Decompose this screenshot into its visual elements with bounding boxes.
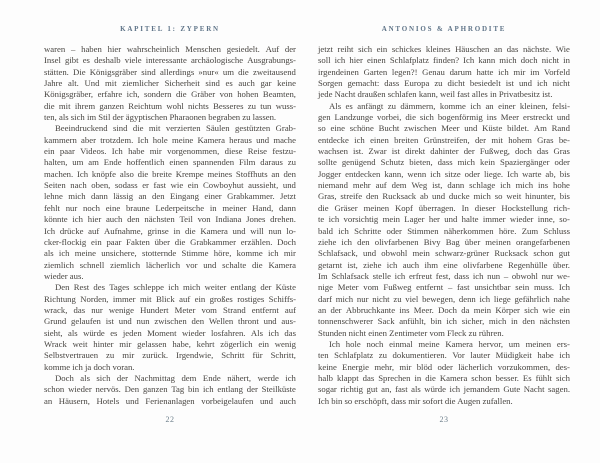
text-line: Gras, streife den Rucksack ab und ducke mich so weit hinunter, bis xyxy=(318,191,570,202)
text-line: Schlafsack, und obwohl mein schwarz-grüner Rucksack schon gut xyxy=(318,248,570,259)
text-line: sieht, als würde es jeden Moment wieder losfahren. Als ich das xyxy=(44,327,296,338)
text-line: könnte ich hier auch den nächsten Teil von Indiana Jones drehen. xyxy=(44,214,296,225)
text-line: ten Schlafplatz zu dokumentieren. Vor lauter Müdigkeit habe ich xyxy=(318,350,570,361)
text-line: an Häusern, Hotels und Ferienanlagen vorbeigelaufen und auch xyxy=(44,395,296,406)
text-line: kammern aber trotzdem. Ich hole meine Kamera heraus und mache xyxy=(44,134,296,145)
text-line: wrack, das nur wenige Hundert Meter vom Strand entfernt auf xyxy=(44,304,296,315)
text-line: Jogger entdecken kann, wenn ich sitze oder liege. Ich warte ab, bis xyxy=(318,168,570,179)
text-line: wieder aus. xyxy=(44,270,84,281)
text-line: Sorgen gemacht: dass Europa zu dicht besiedelt ist und ich nicht xyxy=(318,78,570,89)
text-line: so eine schöne Bucht zwischen Meer und Küste bildet. Am Rand xyxy=(318,123,570,134)
text-line: tonnenschwerer Sack anfühlt, bin ich sicher, mich in den nächsten xyxy=(318,316,570,327)
text-line: ein paar Videos. Ich habe mir vorgenommen, diese Reise festzu- xyxy=(44,146,296,157)
text-line: soll ich hier einen Schlafplatz finden? Ich kann mich doch nicht in xyxy=(318,55,570,66)
text-line: sollte genügend Schutz bieten, dass mich kein Spaziergänger oder xyxy=(318,157,570,168)
text-line: cker-flockig ein paar Fakten über die Grabkammer erzählen. Doch xyxy=(44,236,296,247)
text-line: als ich meine unsichere, stotternde Stimme höre, komme ich mir xyxy=(44,248,296,259)
text-line: ziemlich schnell ziemlich lächerlich vor und schalte die Kamera xyxy=(44,259,296,270)
text-line: Beeindruckend sind die mit verzierten Säulen gestützten Grab- xyxy=(55,123,296,134)
text-line: Jahre alt. Und mit ziemlicher Sicherheit sind es auch gar keine xyxy=(44,78,296,89)
text-line: Königsgräber, erfahre ich, sondern die Gräber von hohen Beamten, xyxy=(44,89,296,100)
text-line: an der Abbruchkante ins Meer. Doch da mein Körper sich wie ein xyxy=(318,304,570,315)
text-line: getarnt ist, ziehe ich auch ihm eine olivfarbene Regenhülle über. xyxy=(318,259,570,270)
book-page-left xyxy=(44,0,296,463)
text-line: Ich hole noch einmal meine Kamera hervor, um meinen ers- xyxy=(329,338,570,349)
text-line: Im Schlafsack stelle ich erfreut fest, dass ich nun – obwohl nur we- xyxy=(318,270,570,281)
page-number-right: 23 xyxy=(439,415,449,424)
text-line: Ich bin so erschöpft, dass mir sofort die Augen zufallen. xyxy=(318,395,513,406)
text-line: komme ich ja doch voran. xyxy=(44,361,135,372)
text-line: te ich vorsichtig mein Lager her und halte immer wieder inne, so- xyxy=(318,214,570,225)
text-line: niemand mehr auf dem Weg ist, dann schlage ich mich ins hohe xyxy=(318,180,570,191)
text-line: ziehe ich den olivfarbenen Bivy Bag über meinen orangefarbenen xyxy=(318,236,570,247)
running-header-left: KAPITEL 1: ZYPERN xyxy=(120,25,220,33)
text-line: halb klappt das Sprechen in die Kamera schon besser. Es fühlt sich xyxy=(318,372,570,383)
running-header-right: ANTONIOS & APHRODITE xyxy=(381,25,507,33)
text-line: halten, um am Ende hoffentlich einen spannenden Film daraus zu xyxy=(44,157,296,168)
text-line: Ich drücke auf Aufnahme, grinse in die Kamera und will nun lo- xyxy=(44,225,296,236)
text-line: irgendeinen Garten legen?! Genau darum hatte ich mir im Vorfeld xyxy=(318,66,570,77)
text-line: die Gräser meinen Kopf überragen. In dieser Hockstellung rich- xyxy=(318,202,570,213)
text-line: Wrack weit hinter mir gelassen habe, kehrt zögerlich ein wenig xyxy=(44,338,296,349)
text-line: Seiten nach oben, sodass er fast wie ein Cowboyhut aussieht, und xyxy=(44,180,296,191)
text-line: Den Rest des Tages schleppe ich mich weiter entlang der Küste xyxy=(55,282,296,293)
text-line: Doch als sich der Nachmittag dem Ende nähert, werde ich xyxy=(55,372,296,383)
text-line: nige Meter vom Fußweg entfernt – fast unsichtbar sein muss. Ich xyxy=(318,282,570,293)
text-line: Selbstvertrauen zu mir zurück. Irgendwie, Schritt für Schritt, xyxy=(44,350,296,361)
text-line: jede Nacht draußen schlafen kann, weil fast alles in Privatbesitz ist. xyxy=(318,89,553,100)
text-line: stätten. Die Königsgräber sind allerdings »nur« um die zweitausend xyxy=(44,66,296,77)
book-page-right xyxy=(318,0,570,463)
text-line: sogar richtig gut an, fast als würde ich jemandem Gute Nacht sagen. xyxy=(318,384,570,395)
text-line: entdecke ich einen breiten Grünstreifen, der mit hohem Gras be- xyxy=(318,134,570,145)
text-line: ten, als sich im Stil der ägyptischen Pharaonen begraben zu lassen. xyxy=(44,112,277,123)
text-line: fehlt nur noch eine braune Lederpeitsche in meiner Hand, dann xyxy=(44,202,296,213)
text-line: Insel gibt es deshalb viele interessante archäologische Ausgrabungs- xyxy=(44,55,296,66)
text-line: waren – haben hier wahrscheinlich Menschen gesiedelt. Auf der xyxy=(44,44,296,54)
text-line: Grund gelaufen ist und nun zwischen den Wellen thront und aus- xyxy=(44,316,296,327)
text-line: die mit ihrem ganzen Reichtum wohl nichts Besseres zu tun wuss- xyxy=(44,100,296,111)
text-line: wachsen ist. Zwar ist direkt dahinter der Fußweg, doch das Gras xyxy=(318,146,570,157)
text-line: machen. Ich knöpfe also die breite Krempe meines Stoffhuts an den xyxy=(44,168,296,179)
text-line: keine Energie mehr, mir blöd oder lächerlich vorzukommen, des- xyxy=(318,361,570,372)
text-line: schon wieder nervös. Den ganzen Tag bin ich entlang der Steilküste xyxy=(44,384,296,395)
page-body-right xyxy=(318,44,570,407)
text-line: bald ich Schritte oder Stimmen näherkommen höre. Zum Schluss xyxy=(318,225,570,236)
text-line: Stunden nicht einen Zentimeter vom Fleck zu rühren. xyxy=(318,327,504,338)
page-body-left xyxy=(44,44,296,407)
text-line: jetzt reiht sich ein schickes kleines Häuschen an das nächste. Wie xyxy=(318,44,570,54)
text-line: lehne mich dann lässig an den Eingang einer Grabkammer. Jetzt xyxy=(44,191,296,202)
text-line: gen Landzunge vorbei, die sich bogenförmig ins Meer erstreckt und xyxy=(318,112,570,123)
text-line: darf mich nur nicht zu viel bewegen, denn ich liege gefährlich nahe xyxy=(318,293,570,304)
text-line: Richtung Norden, immer mit Blick auf ein großes rostiges Schiffs- xyxy=(44,293,296,304)
page-number-left: 22 xyxy=(165,415,175,424)
text-line: Als es anfängt zu dämmern, komme ich an einer kleinen, felsi- xyxy=(329,100,570,111)
